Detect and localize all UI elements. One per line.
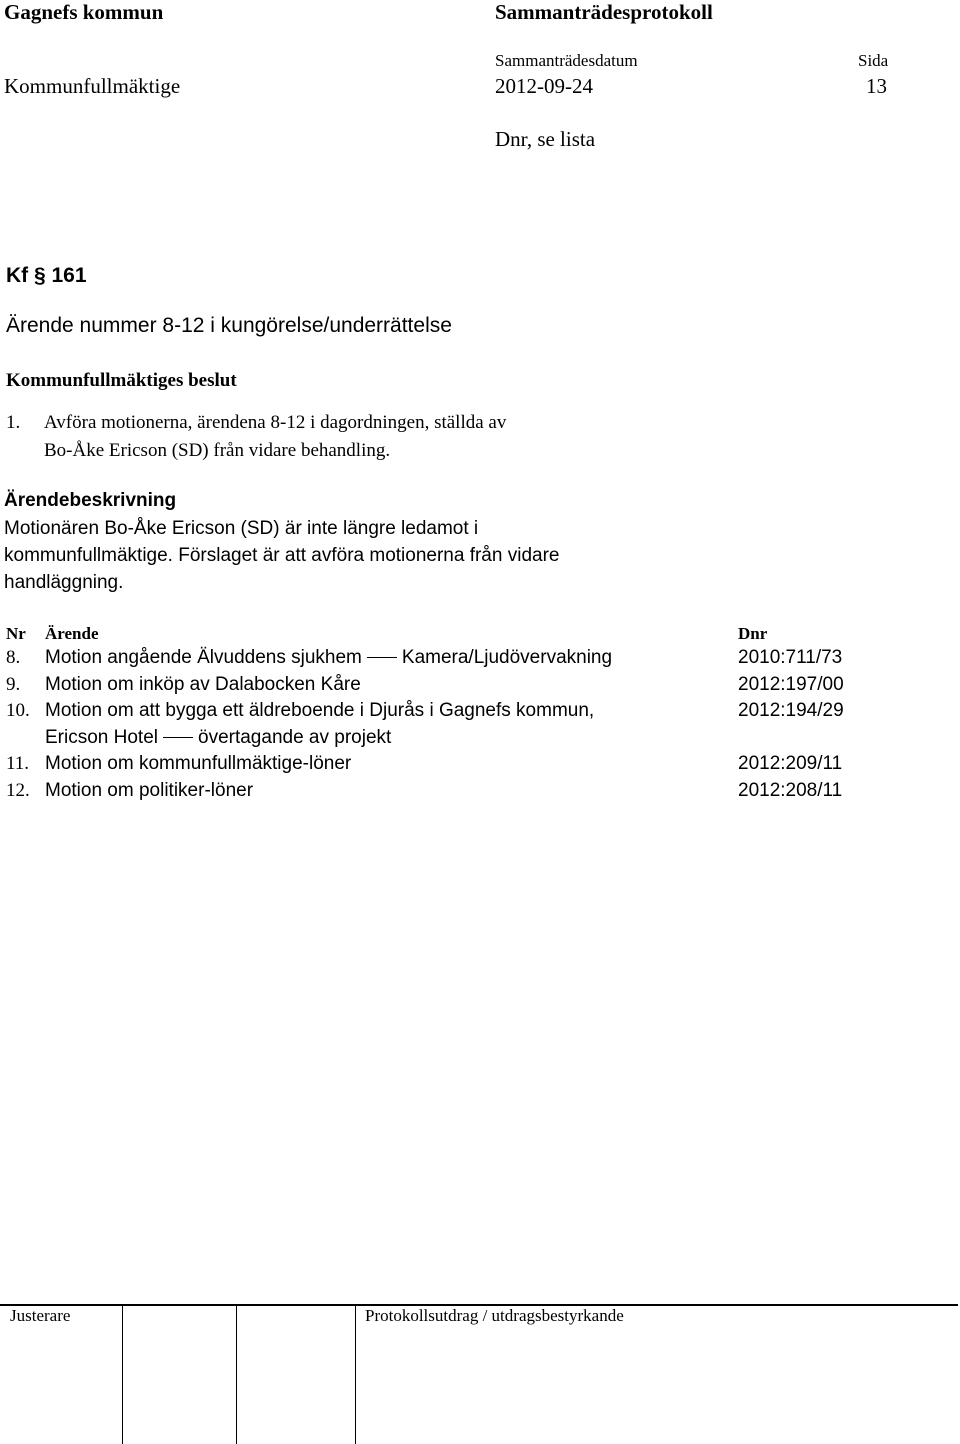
table-row-nr: 10.	[6, 700, 30, 721]
table-row-nr: 8.	[6, 647, 21, 668]
table-row-arende-continued	[45, 727, 391, 749]
table-row-nr: 11.	[6, 753, 30, 774]
table-row-arende: Motion om politiker-löner	[45, 780, 254, 801]
justerare-label: Justerare	[10, 1306, 71, 1325]
table-row-arende: Motion om inköp av Dalabocken Kåre	[45, 674, 361, 695]
signature-box-divider	[122, 1306, 123, 1444]
arende-text: övertagande av projekt	[198, 727, 392, 748]
description-line: Motionären Bo-Åke Ericson (SD) är inte längre ledamot i	[4, 518, 479, 539]
table-row-dnr: 2012:208/11	[738, 780, 843, 801]
table-row-arende: Motion om kommunfullmäktige-löner	[45, 753, 352, 774]
table-row-dnr: 2012:209/11	[738, 753, 843, 774]
paragraph-id: Kf § 161	[6, 264, 87, 287]
dash-separator	[163, 737, 193, 738]
dash-separator	[367, 657, 397, 658]
arende-text: Ericson Hotel	[45, 727, 158, 748]
date-label: Sammanträdesdatum	[495, 51, 638, 70]
description-line: kommunfullmäktige. Förslaget är att avföra motionerna från vidare	[4, 545, 560, 566]
decision-item-line: Avföra motionerna, ärendena 8-12 i dagordningen, ställda av	[44, 412, 507, 433]
organization-name: Gagnefs kommun	[4, 0, 164, 24]
protokoll-label: Protokollsutdrag / utdragsbestyrkande	[365, 1306, 624, 1325]
table-header-nr: Nr	[6, 624, 26, 643]
decision-heading: Kommunfullmäktiges beslut	[6, 370, 237, 391]
table-header-arende: Ärende	[45, 624, 99, 643]
arende-text: Motion angående Älvuddens sjukhem	[45, 647, 362, 668]
table-row-dnr: 2010:711/73	[738, 647, 843, 668]
table-row-nr: 9.	[6, 674, 21, 695]
table-row-arende: Motion om att bygga ett äldreboende i Djurås i Gagnefs kommun,	[45, 700, 595, 721]
table-row-dnr: 2012:194/29	[738, 700, 844, 721]
case-title: Ärende nummer 8-12 i kungörelse/underrättelse	[6, 314, 452, 337]
arende-text: Kamera/Ljudövervakning	[401, 647, 613, 668]
decision-item-number: 1.	[6, 412, 21, 433]
document-type: Sammanträdesprotokoll	[495, 0, 713, 24]
signature-box-divider	[236, 1306, 237, 1444]
description-heading: Ärendebeskrivning	[4, 490, 177, 511]
table-header-dnr: Dnr	[738, 624, 768, 643]
table-row-nr: 12.	[6, 780, 30, 801]
governing-body: Kommunfullmäktige	[4, 74, 181, 98]
description-line: handläggning.	[4, 572, 124, 593]
decision-item-line: Bo-Åke Ericson (SD) från vidare behandling.	[44, 440, 391, 461]
signature-box-divider	[355, 1306, 356, 1444]
page-number: 13	[866, 74, 887, 98]
dnr-reference: Dnr, se lista	[495, 127, 596, 151]
table-row-arende	[45, 647, 612, 669]
page-label: Sida	[858, 51, 889, 70]
table-row-dnr: 2012:197/00	[738, 674, 844, 695]
meeting-date: 2012-09-24	[495, 74, 593, 98]
